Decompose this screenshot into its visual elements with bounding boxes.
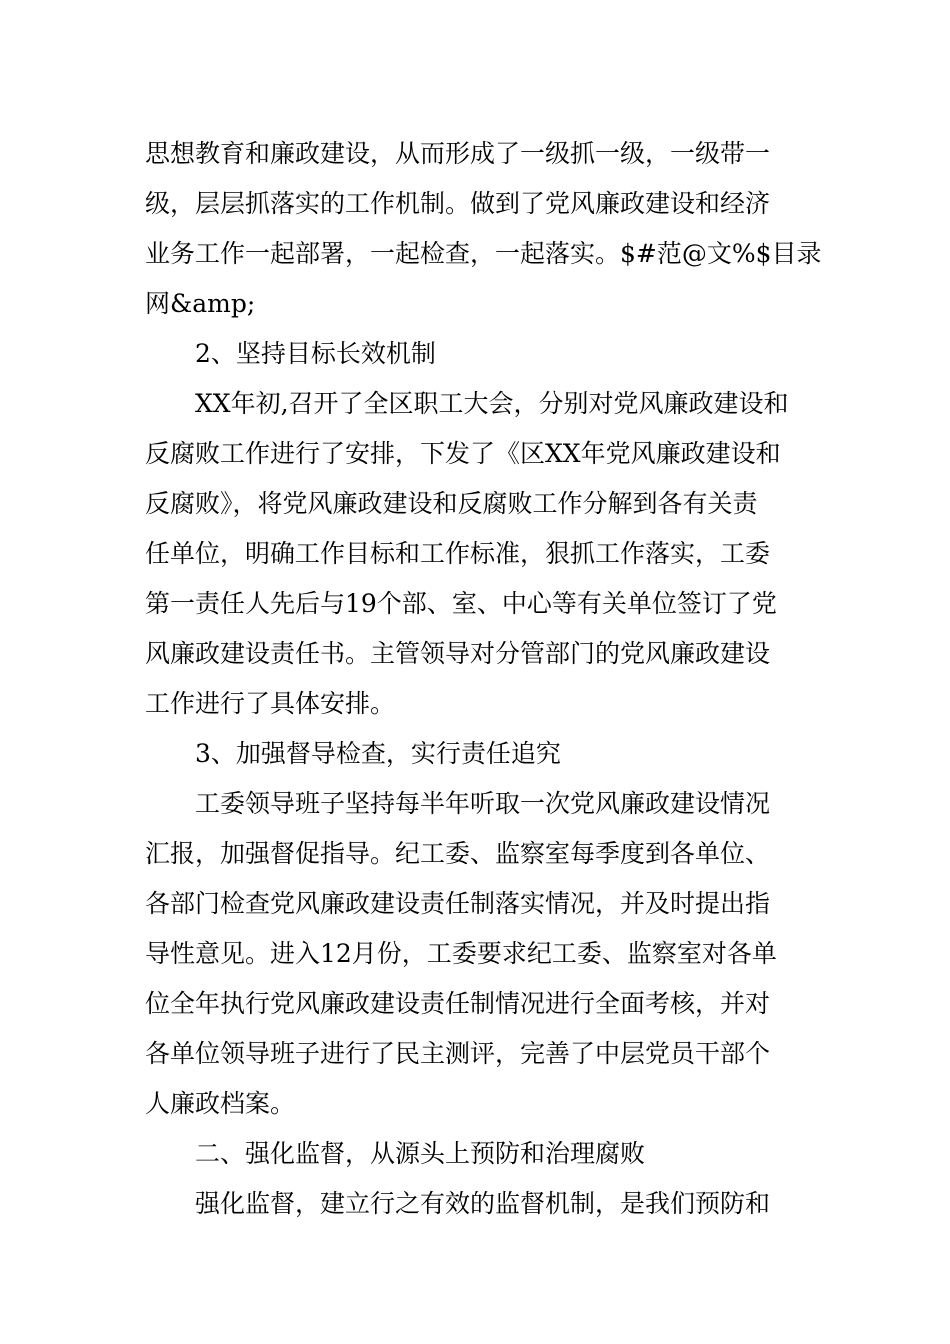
body-line-1: 思想教育和廉政建设，从而形成了一级抓一级，一级带一	[145, 139, 771, 168]
section-heading-3: 3、加强督导检查，实行责任追究	[195, 739, 561, 768]
body-line-3: 业务工作一起部署，一起检查，一起落实。$#范@文%$目录	[145, 239, 822, 268]
body-line-20: 人廉政档案。	[145, 1089, 296, 1118]
body-line-14: 工委领导班子坚持每半年听取一次党风廉政建设情况	[195, 789, 771, 818]
body-line-7: 反腐败工作进行了安排，下发了《区XX年党风廉政建设和	[145, 439, 781, 468]
body-line-6: XX年初,召开了全区职工大会，分别对党风廉政建设和	[195, 389, 789, 418]
body-line-8: 反腐败》，将党风廉政建设和反腐败工作分解到各有关责	[145, 489, 758, 518]
body-line-19: 各单位领导班子进行了民主测评，完善了中层党员干部个	[145, 1039, 771, 1068]
body-line-2: 级，层层抓落实的工作机制。做到了党风廉政建设和经济	[145, 189, 771, 218]
body-line-4: 网&amp;	[145, 289, 256, 318]
body-line-18: 位全年执行党风廉政建设责任制情况进行全面考核，并对	[145, 989, 771, 1018]
body-line-12: 工作进行了具体安排。	[145, 689, 396, 718]
body-line-16: 各部门检查党风廉政建设责任制落实情况，并及时提出指	[145, 889, 771, 918]
body-line-11: 风廉政建设责任书。主管领导对分管部门的党风廉政建设	[145, 639, 771, 668]
body-line-15: 汇报，加强督促指导。纪工委、监察室每季度到各单位、	[145, 839, 771, 868]
body-line-10: 第一责任人先后与19个部、室、中心等有关单位签订了党	[145, 589, 777, 618]
body-line-17: 导性意见。进入12月份，工委要求纪工委、监察室对各单	[145, 939, 777, 968]
section-heading-two: 二、强化监督，从源头上预防和治理腐败	[195, 1139, 646, 1168]
body-line-22: 强化监督，建立行之有效的监督机制，是我们预防和	[195, 1189, 771, 1218]
body-line-9: 任单位，明确工作目标和工作标准，狠抓工作落实，工委	[145, 539, 771, 568]
section-heading-2: 2、坚持目标长效机制	[195, 339, 436, 368]
